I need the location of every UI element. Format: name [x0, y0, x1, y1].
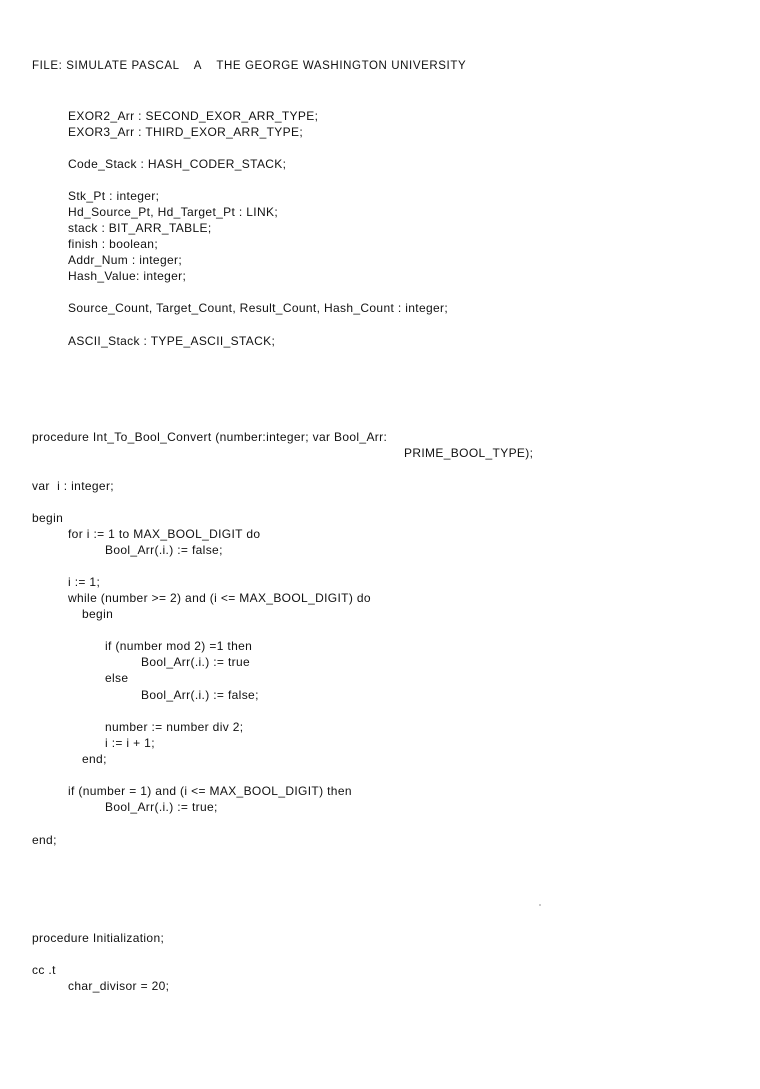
procedure-signature-continued: PRIME_BOOL_TYPE); — [404, 446, 534, 460]
code-line: Bool_Arr(.i.) := true — [141, 655, 251, 669]
code-line: Source_Count, Target_Count, Result_Count, Hash_Count : integer; — [68, 301, 449, 315]
code-line: Addr_Num : integer; — [68, 253, 183, 267]
code-line: Stk_Pt : integer; — [68, 189, 160, 203]
code-line: Bool_Arr(.i.) := false; — [105, 543, 223, 557]
code-line: cc .t — [32, 963, 56, 977]
code-line: var i : integer; — [32, 479, 114, 493]
code-line: begin — [82, 607, 114, 621]
code-line: i := i + 1; — [105, 736, 155, 750]
code-line: end; — [32, 833, 57, 847]
code-line: Code_Stack : HASH_CODER_STACK; — [68, 157, 287, 171]
code-line: end; — [82, 752, 107, 766]
file-header: FILE: SIMULATE PASCAL A THE GEORGE WASHINGTON UNIVERSITY — [32, 60, 467, 72]
code-line: finish : boolean; — [68, 237, 159, 251]
code-line: EXOR2_Arr : SECOND_EXOR_ARR_TYPE; — [68, 109, 319, 123]
code-line: Bool_Arr(.i.) := false; — [141, 688, 259, 702]
code-line: if (number mod 2) =1 then — [105, 639, 253, 653]
code-line: if (number = 1) and (i <= MAX_BOOL_DIGIT) then — [68, 784, 352, 798]
code-line: else — [105, 671, 129, 685]
procedure-signature: procedure Initialization; — [32, 931, 165, 945]
procedure-signature: procedure Int_To_Bool_Convert (number:integer; var Bool_Arr: — [32, 430, 388, 444]
code-line: Hd_Source_Pt, Hd_Target_Pt : LINK; — [68, 205, 279, 219]
code-line: Bool_Arr(.i.) := true; — [105, 800, 218, 814]
code-line: number := number div 2; — [105, 720, 244, 734]
scan-speck — [539, 904, 541, 906]
code-line: stack : BIT_ARR_TABLE; — [68, 221, 212, 235]
code-line: for i := 1 to MAX_BOOL_DIGIT do — [68, 527, 261, 541]
code-line: while (number >= 2) and (i <= MAX_BOOL_DIGIT) do — [68, 591, 371, 605]
code-line: EXOR3_Arr : THIRD_EXOR_ARR_TYPE; — [68, 125, 304, 139]
code-line: char_divisor = 20; — [68, 979, 170, 993]
code-line: i := 1; — [68, 575, 101, 589]
code-line: ASCII_Stack : TYPE_ASCII_STACK; — [68, 334, 276, 348]
code-line: begin — [32, 511, 64, 525]
code-line: Hash_Value: integer; — [68, 269, 187, 283]
